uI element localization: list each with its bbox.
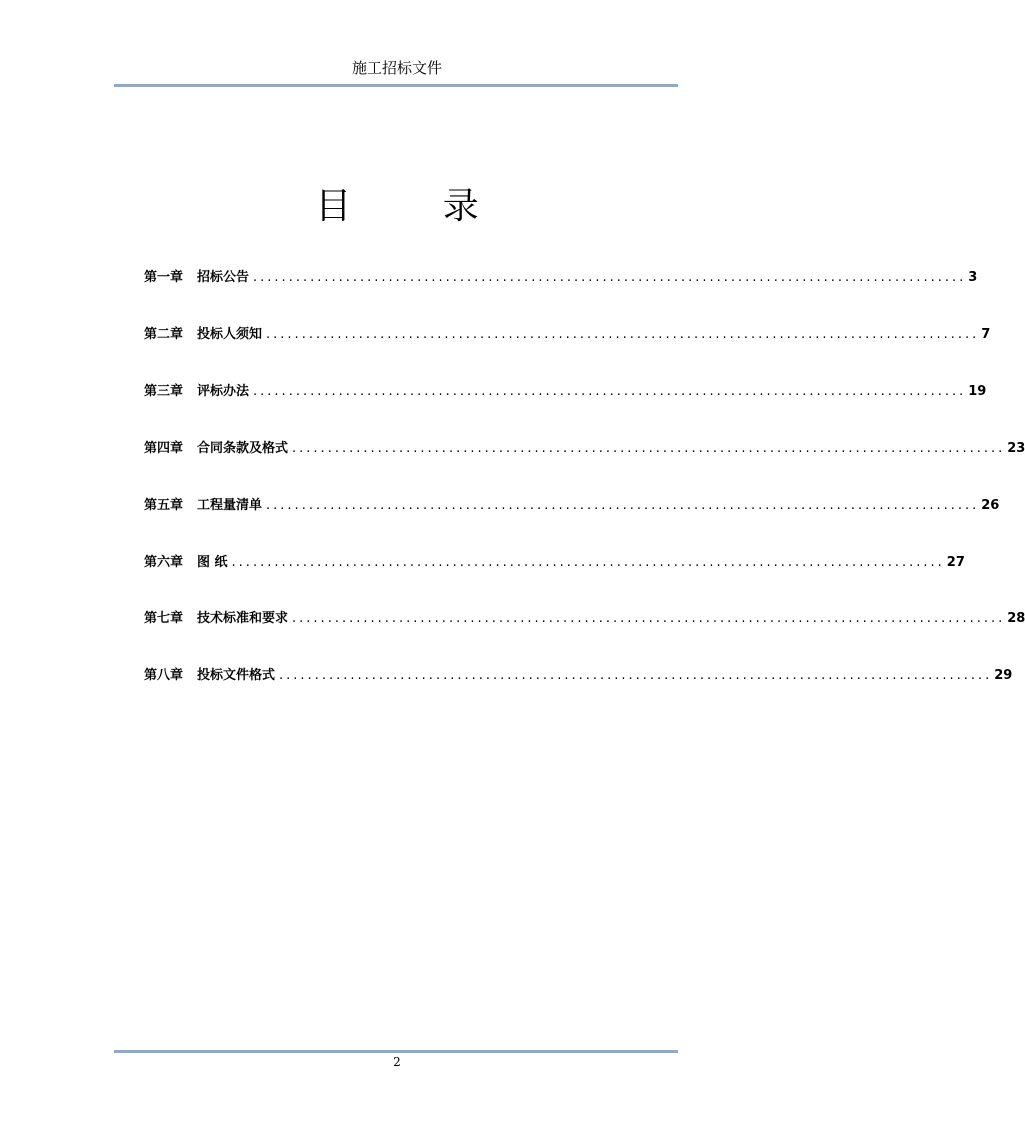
toc-leader-dots: .................................................................................................... <box>231 555 945 570</box>
toc-chapter: 第一章 <box>144 270 184 285</box>
toc-chapter: 第八章 <box>144 668 184 683</box>
toc-chapter: 第六章 <box>144 555 184 570</box>
header-rule <box>114 84 678 87</box>
toc-page-number: 7 <box>981 327 991 342</box>
toc-page-number: 23 <box>1007 441 1025 456</box>
toc-entry[interactable] <box>144 266 978 285</box>
toc-page-number: 28 <box>1007 611 1025 626</box>
toc-chapter: 第三章 <box>144 384 184 399</box>
toc-leader-dots: .................................................................................................... <box>279 668 993 683</box>
toc-entry[interactable] <box>144 551 965 570</box>
document-header-title: 施工招标文件 <box>351 59 442 77</box>
toc-name: 图 纸 <box>197 555 228 570</box>
toc-name: 合同条款及格式 <box>197 441 289 456</box>
toc-leader-dots: .................................................................................................... <box>292 611 1006 626</box>
toc-entry[interactable] <box>144 380 987 399</box>
toc-title: 目 录 <box>315 186 519 227</box>
toc-name: 招标公告 <box>197 270 250 285</box>
toc-leader-dots: .................................................................................................... <box>253 384 967 399</box>
toc-name: 投标文件格式 <box>197 668 276 683</box>
toc-name: 评标办法 <box>197 384 250 399</box>
toc-chapter: 第五章 <box>144 498 184 513</box>
toc-leader-dots: .................................................................................................... <box>266 327 980 342</box>
toc-name: 技术标准和要求 <box>197 611 289 626</box>
toc-entry[interactable] <box>144 664 1013 683</box>
toc-chapter: 第四章 <box>144 441 184 456</box>
toc-leader-dots: .................................................................................................... <box>253 270 967 285</box>
toc-entry[interactable] <box>144 607 1025 626</box>
toc-name: 工程量清单 <box>197 498 263 513</box>
toc-entry[interactable] <box>144 494 1000 513</box>
toc-page-number: 26 <box>981 498 1000 513</box>
toc-name: 投标人须知 <box>197 327 263 342</box>
toc-chapter: 第七章 <box>144 611 184 626</box>
toc-entry[interactable] <box>144 437 1025 456</box>
toc-leader-dots: .................................................................................................... <box>266 498 980 513</box>
toc-page-number: 19 <box>968 384 987 399</box>
toc-page-number: 27 <box>946 555 965 570</box>
footer-rule <box>114 1050 678 1053</box>
toc-leader-dots: .................................................................................................... <box>292 441 1006 456</box>
toc-page-number: 3 <box>968 270 978 285</box>
toc-page-number: 29 <box>994 668 1013 683</box>
toc-entry[interactable] <box>144 323 991 342</box>
toc-chapter: 第二章 <box>144 327 184 342</box>
page-number: 2 <box>393 1055 401 1069</box>
